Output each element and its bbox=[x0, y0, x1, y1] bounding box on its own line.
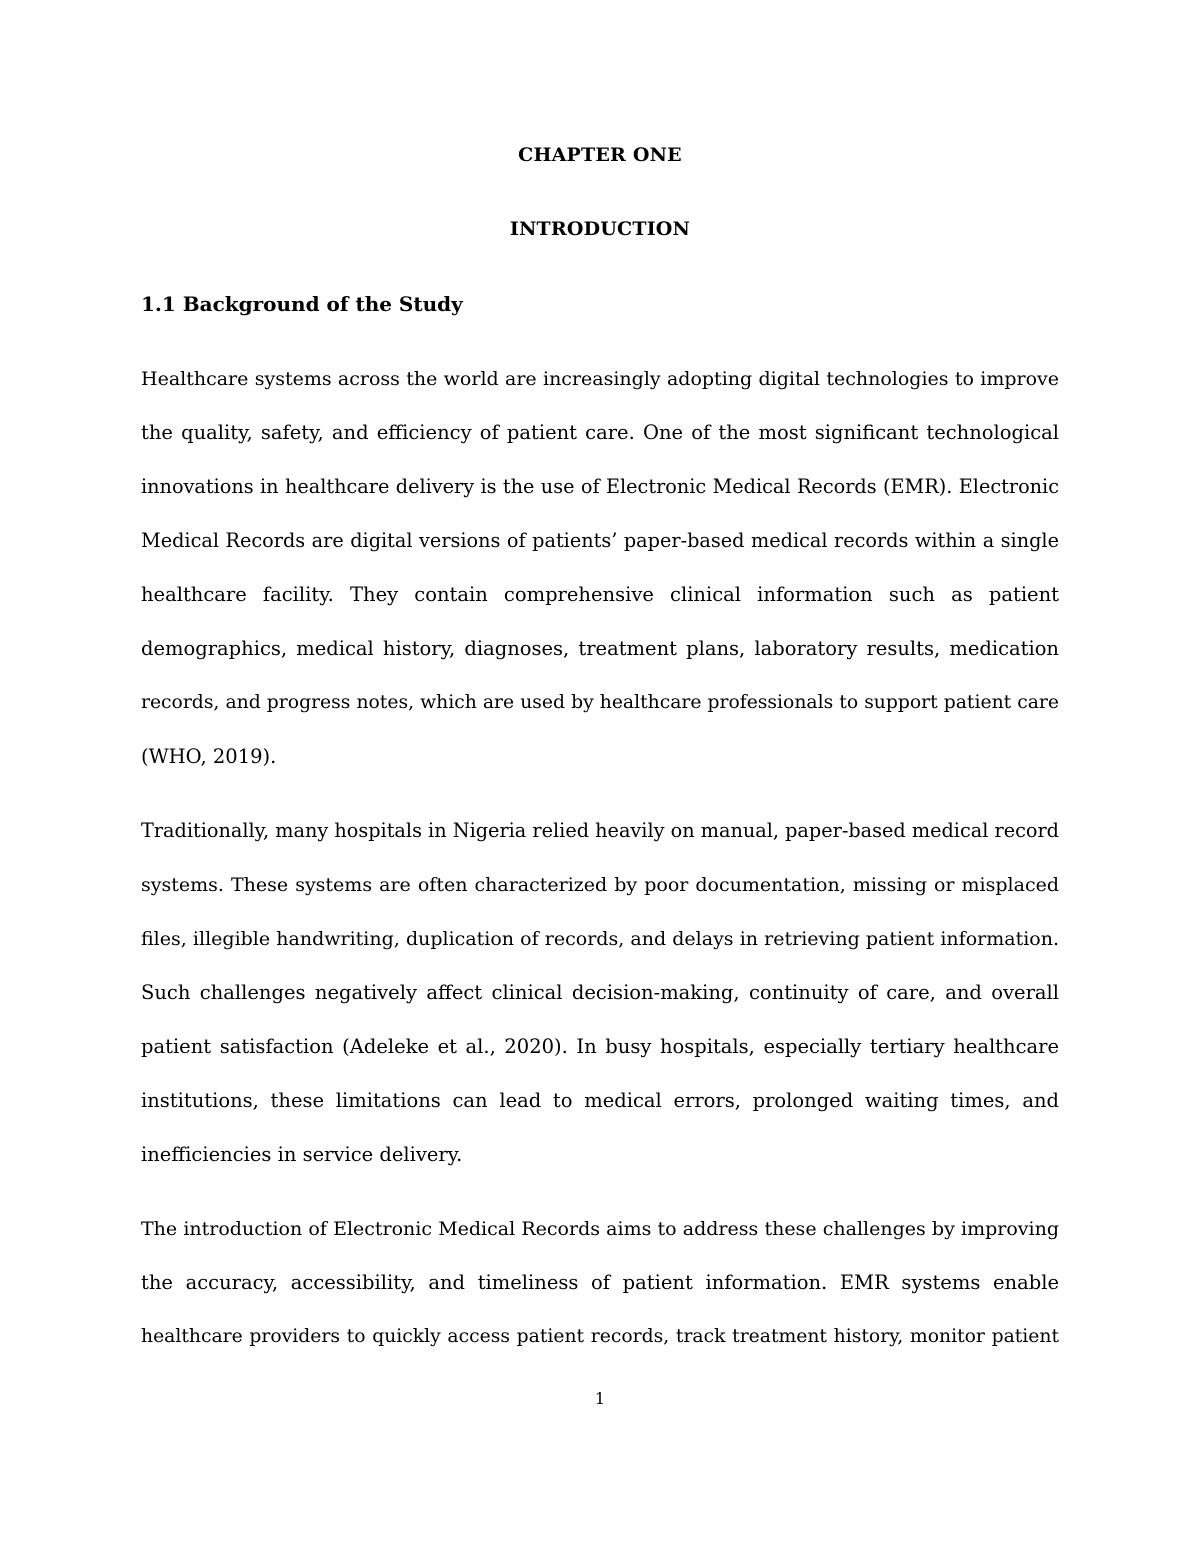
paragraph-line: innovations in healthcare delivery is the use of Electronic Medical Records (EMR). Electronic bbox=[141, 475, 1059, 498]
paragraph-line: the accuracy, accessibility, and timeliness of patient information. EMR systems enable bbox=[141, 1271, 1059, 1294]
paragraph-line: demographics, medical history, diagnoses, treatment plans, laboratory results, medication bbox=[141, 637, 1059, 660]
paragraph-line: healthcare facility. They contain comprehensive clinical information such as patient bbox=[141, 583, 1059, 606]
paragraph-line: files, illegible handwriting, duplication of records, and delays in retrieving patient information. bbox=[141, 928, 1059, 950]
section-heading: 1.1 Background of the Study bbox=[141, 292, 463, 316]
paragraph-line: patient satisfaction (Adeleke et al., 2020). In busy hospitals, especially tertiary healthcare bbox=[141, 1035, 1059, 1058]
paragraph-line: systems. These systems are often characterized by poor documentation, missing or misplaced bbox=[141, 874, 1059, 896]
paragraph-line: institutions, these limitations can lead to medical errors, prolonged waiting times, and bbox=[141, 1089, 1059, 1112]
paragraph-line: Such challenges negatively affect clinical decision-making, continuity of care, and overall bbox=[141, 981, 1059, 1004]
paragraph-line: (WHO, 2019). bbox=[141, 745, 277, 768]
paragraph-line: The introduction of Electronic Medical Records aims to address these challenges by improving bbox=[141, 1218, 1059, 1240]
chapter-subtitle: INTRODUCTION bbox=[509, 218, 691, 240]
paragraph-line: Traditionally, many hospitals in Nigeria relied heavily on manual, paper-based medical record bbox=[141, 819, 1059, 842]
paragraph-line: the quality, safety, and efficiency of patient care. One of the most significant technological bbox=[141, 421, 1059, 444]
paragraph-line: healthcare providers to quickly access patient records, track treatment history, monitor patient bbox=[141, 1326, 1059, 1347]
chapter-title: CHAPTER ONE bbox=[518, 144, 682, 166]
paragraph-line: Healthcare systems across the world are increasingly adopting digital technologies to improve bbox=[141, 368, 1059, 390]
paragraph-line: records, and progress notes, which are used by healthcare professionals to support patient care bbox=[141, 692, 1059, 713]
page-number: 1 bbox=[594, 1389, 606, 1408]
paragraph-line: Medical Records are digital versions of patients’ paper-based medical records within a single bbox=[141, 529, 1059, 552]
paragraph-line: inefficiencies in service delivery. bbox=[141, 1143, 463, 1166]
